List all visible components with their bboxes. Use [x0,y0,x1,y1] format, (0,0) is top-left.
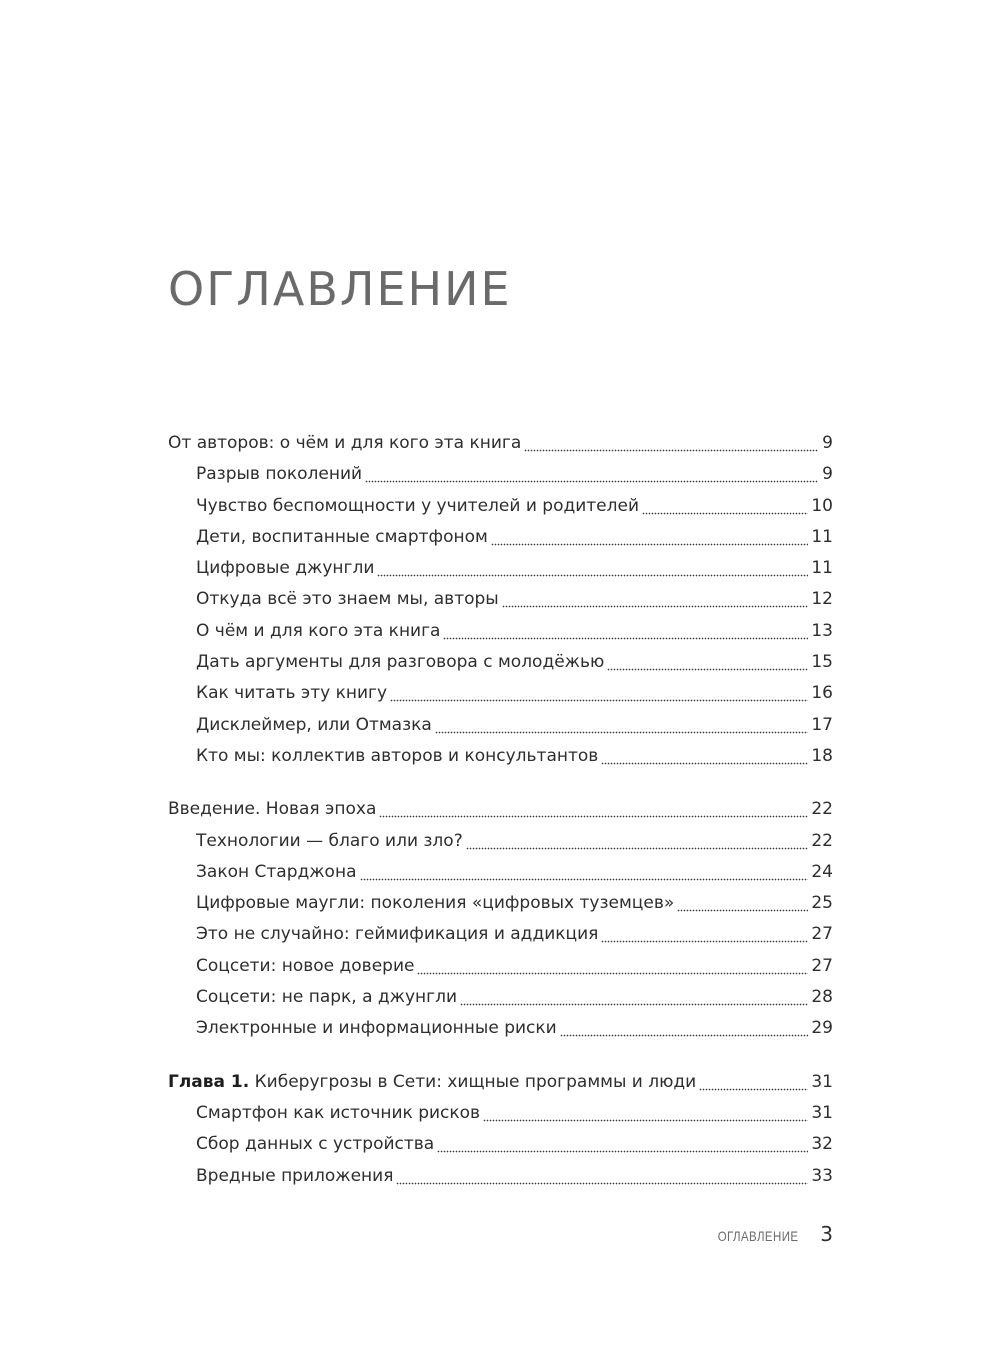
toc-entry-label: Цифровые маугли: поколения «цифровых туземцев» [196,893,675,914]
dot-leader [435,710,809,741]
toc-page-number: 11 [811,526,833,547]
dot-leader [601,741,808,772]
toc-entry [168,710,833,741]
toc-entry [168,826,833,857]
toc-entry [168,553,833,584]
toc-entry [168,951,833,982]
toc-page-number: 9 [822,464,833,485]
toc-entry-label: Соцсети: новое доверие [196,955,415,976]
toc-section [168,428,833,772]
dot-leader [443,616,808,647]
dot-leader [699,1067,808,1098]
toc-section [168,794,833,1044]
toc-page-number: 31 [811,1102,833,1123]
chapter-prefix: Глава 1. [168,1071,250,1092]
toc-page-number: 31 [811,1071,833,1092]
toc-entry-label: Откуда всё это знаем мы, авторы [196,589,499,610]
page-number: 3 [820,1222,833,1246]
toc-page-number: 22 [811,799,833,820]
toc-page-number: 32 [811,1134,833,1155]
toc-entry [168,982,833,1013]
dot-leader [417,951,808,982]
toc-entry [168,428,833,459]
toc-entry [168,919,833,950]
toc-entry [168,741,833,772]
dot-leader [437,1129,808,1160]
page-footer [700,1222,833,1246]
toc-entry-label: Технологии — благо или зло? [196,830,463,851]
toc-entry-label [168,1067,696,1098]
dot-leader [560,1013,809,1044]
toc-entry-label: Дети, воспитанные смартфоном [196,526,488,547]
toc-section [168,1067,833,1192]
page-title: ОГЛАВЛЕНИЕ [168,262,512,316]
dot-leader [365,459,818,490]
toc-entry-label: Это не случайно: геймификация и аддикция [196,924,599,945]
toc-entry-label: Соцсети: не парк, а джунгли [196,987,458,1008]
toc-entry-label: Сбор данных с устройства [196,1134,435,1155]
dot-leader [466,826,809,857]
toc-entry [168,1067,833,1098]
dot-leader [377,553,808,584]
toc-page-number: 25 [811,893,833,914]
dot-leader [460,982,808,1013]
toc-entry [168,616,833,647]
toc-page-number: 22 [811,830,833,851]
toc-entry [168,584,833,615]
toc-entry [168,678,833,709]
toc-entry-label: Кто мы: коллектив авторов и консультантов [196,745,599,766]
toc-entry-label: Дать аргументы для разговора с молодёжью [196,652,605,673]
dot-leader [390,678,808,709]
toc-page-number: 27 [811,955,833,976]
dot-leader [491,522,809,553]
toc-page-number: 28 [811,987,833,1008]
dot-leader [360,857,809,888]
toc-page-number: 18 [811,745,833,766]
toc-entry-label: Смартфон как источник рисков [196,1102,481,1123]
toc-page-number: 12 [811,589,833,610]
toc-page-number: 33 [811,1165,833,1186]
toc-entry [168,1161,833,1192]
toc-page-number: 17 [811,714,833,735]
toc-entry [168,857,833,888]
toc-page-number: 9 [822,433,833,453]
toc-page-number: 13 [811,620,833,641]
toc-entry-label: О чём и для кого эта книга [196,620,441,641]
toc-entry [168,794,833,825]
dot-leader [607,647,808,678]
dot-leader [601,919,808,950]
toc-page-number: 27 [811,924,833,945]
toc-page-number: 16 [811,683,833,704]
toc-entry-label: Закон Старджона [196,861,357,882]
toc-page-number: 10 [811,495,833,516]
toc-entry-label: Цифровые джунгли [196,558,375,579]
toc-entry-label: От авторов: о чём и для кого эта книга [168,433,522,453]
toc-page-number: 15 [811,652,833,673]
dot-leader [677,888,808,919]
dot-leader [379,794,808,825]
toc-entry [168,522,833,553]
toc-entry-label: Чувство беспомощности у учителей и родителей [196,495,640,516]
chapter-title: Киберугрозы в Сети: хищные программы и люди [254,1071,697,1092]
toc-entry [168,1098,833,1129]
dot-leader [483,1098,808,1129]
toc-entry-label: Электронные и информационные риски [196,1018,557,1039]
toc-entry [168,459,833,490]
toc-page-number: 11 [811,558,833,579]
toc-entry [168,491,833,522]
toc-entry-label: Вредные приложения [196,1165,394,1186]
toc-entry [168,1013,833,1044]
dot-leader [502,584,809,615]
dot-leader [524,428,818,459]
toc-entry [168,888,833,919]
toc-entry-label: Дисклеймер, или Отмазка [196,714,432,735]
toc-entry [168,1129,833,1160]
toc-entry [168,647,833,678]
table-of-contents [168,428,833,1214]
dot-leader [396,1161,808,1192]
running-header: ОГЛАВЛЕНИЕ [717,1228,799,1244]
toc-entry-label: Разрыв поколений [196,464,363,485]
toc-entry-label: Введение. Новая эпоха [168,799,377,820]
dot-leader [642,491,808,522]
toc-page-number: 24 [811,861,833,882]
toc-page-number: 29 [811,1018,833,1039]
toc-entry-label: Как читать эту книгу [196,683,388,704]
